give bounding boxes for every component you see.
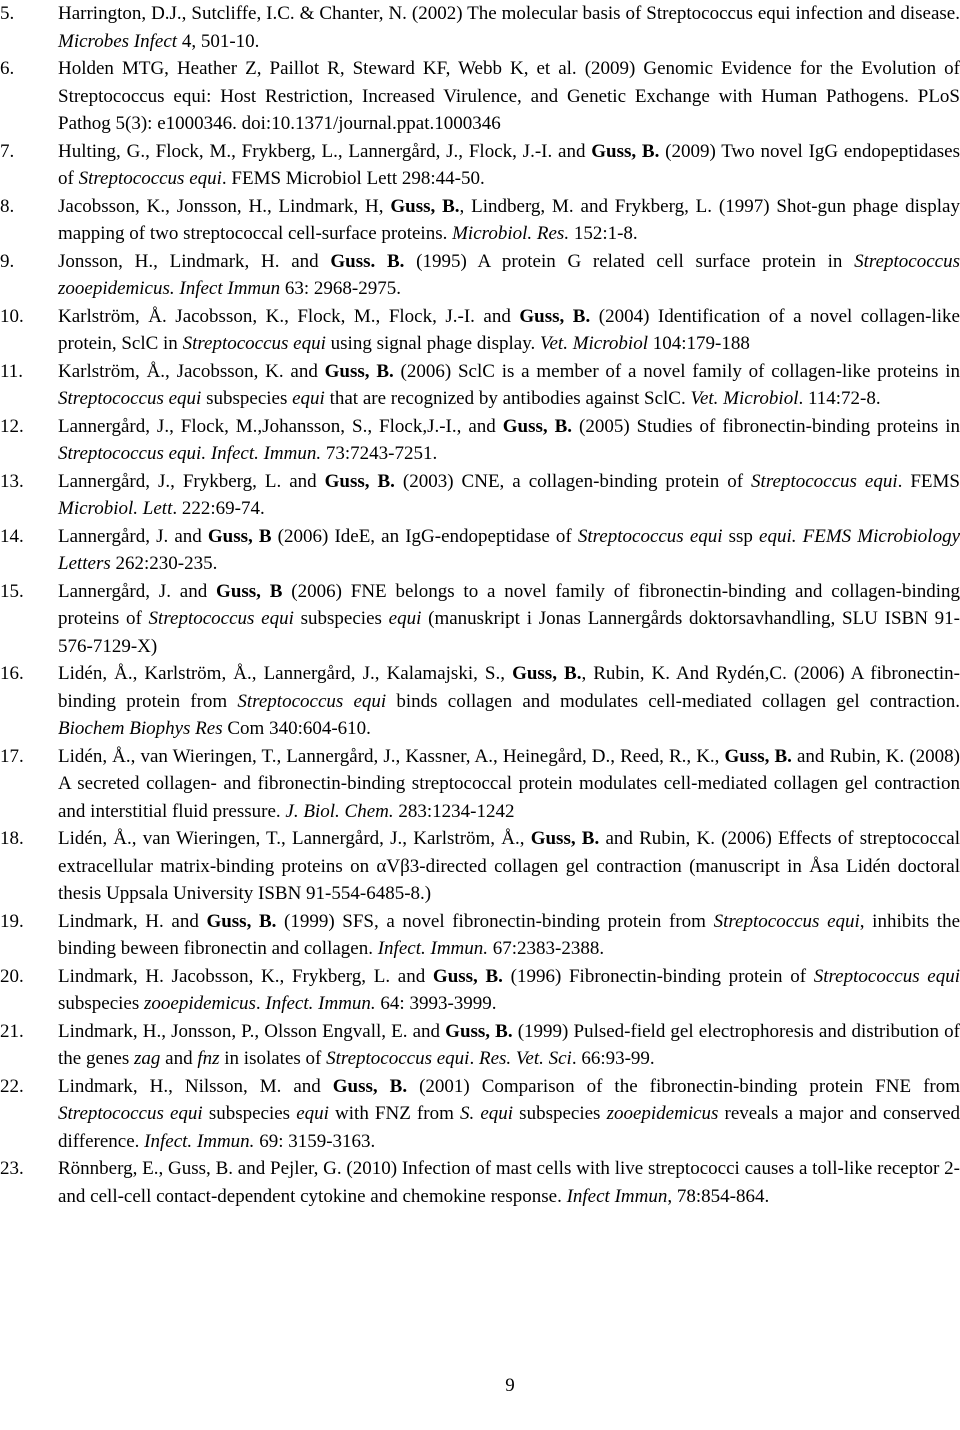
reference-number: 6.	[0, 58, 15, 79]
reference-item	[0, 963, 960, 1018]
reference-number: 17.	[0, 745, 24, 767]
reference-text-run: Jacobsson, K., Jonsson, H., Lindmark, H,	[58, 195, 391, 217]
reference-text-run: subspecies	[201, 388, 293, 409]
reference-italic-text: Streptococcus equi	[577, 525, 723, 547]
reference-number: 11.	[0, 360, 24, 382]
reference-text	[58, 963, 960, 1018]
reference-italic-text: Streptococcus equi	[326, 1048, 470, 1069]
reference-text	[58, 413, 960, 468]
reference-italic-text: FEMS Microbiology Letters	[58, 525, 960, 574]
reference-italic-text: Streptococcus equi	[713, 910, 860, 932]
reference-italic-text: Streptococcus equi	[237, 690, 387, 712]
reference-item	[0, 0, 960, 55]
reference-text-run: .	[255, 993, 266, 1014]
reference-italic-text: Streptococcus equi	[813, 965, 960, 987]
reference-number: 15.	[0, 580, 24, 602]
reference-text-run: Holden MTG, Heather Z, Paillot R, Steward KF, Webb K, et al. (2009) Genomic Evidence for the Evolution of Streptococcus equi: Host Restriction, Increased Virulence, and Genetic Exchange with Human Pathogens. PLoS Pathog 5(3): e1000346. doi:10.1371/journal.ppat.1000346	[58, 58, 960, 134]
reference-text-run: , Rubin, K. And Rydén,C. (2006) A fibronectin-binding protein from	[58, 663, 960, 712]
reference-number: 12.	[0, 415, 24, 437]
reference-text-run: , 78:854-864.	[667, 1185, 770, 1207]
reference-text-run: and	[160, 1048, 198, 1069]
reference-text-run: subspecies	[202, 1103, 297, 1124]
reference-text-run: 283:1234-1242	[393, 800, 515, 822]
reference-italic-text: Infect Immun	[179, 278, 281, 299]
reference-text	[58, 1155, 960, 1210]
reference-italic-text: Infect. Immun.	[377, 938, 489, 959]
reference-text-run: (1999) SFS, a novel fibronectin-binding protein from	[276, 910, 714, 932]
reference-number: 5.	[0, 3, 15, 24]
reference-text	[58, 743, 960, 826]
reference-text-run: Karlström, Å., Jacobsson, K. and	[58, 360, 325, 382]
reference-text-run: binds collagen and modulates cell-mediated collagen gel contraction.	[386, 690, 960, 712]
reference-text-run: Lidén, Å., van Wieringen, T., Lannergård, J., Kassner, A., Heinegård, D., Reed, R., K.,	[58, 745, 725, 767]
reference-text	[58, 1018, 960, 1073]
reference-text-run: (2004) Identification of a novel collagen-like protein, SclC in	[58, 305, 960, 354]
reference-italic-text: Streptococcus equi	[182, 333, 326, 354]
reference-author-bold: Guss, B.	[445, 1020, 513, 1042]
reference-text-run: 64: 3993-3999.	[375, 993, 497, 1014]
reference-item	[0, 825, 960, 908]
reference-italic-text: Streptococcus equi	[78, 168, 222, 189]
reference-italic-text: Infect. Immun.	[265, 993, 376, 1014]
reference-text-run: subspecies	[513, 1103, 607, 1124]
reference-text	[58, 523, 960, 578]
reference-author-bold: Guss, B.	[512, 663, 582, 684]
reference-italic-text: equi	[296, 1103, 329, 1124]
reference-italic-text: Streptococcus equi	[58, 388, 202, 409]
reference-text-run: Jonsson, H., Lindmark, H. and	[58, 250, 331, 272]
reference-italic-text: Infect. Immun.	[210, 443, 322, 464]
reference-number: 7.	[0, 140, 15, 162]
reference-italic-text: Streptococcus equi	[58, 1103, 203, 1124]
reference-author-bold: Guss. B.	[330, 250, 405, 272]
reference-text-run: Lannergård, J. and	[58, 580, 217, 602]
reference-item	[0, 468, 960, 523]
reference-text-run: Harrington, D.J., Sutcliffe, I.C. & Chanter, N. (2002) The molecular basis of Streptococcus equi infection and disease.	[58, 3, 960, 24]
reference-item	[0, 1018, 960, 1073]
reference-author-bold: Guss, B.	[724, 745, 792, 767]
reference-italic-text: Microbiol. Lett	[58, 498, 173, 519]
reference-text-run: (2006) FNE belongs to a novel family of fibronectin-binding and collagen-binding proteins of	[58, 580, 960, 629]
reference-text-run: (2006) IdeE, an IgG-endopeptidase of	[271, 525, 578, 547]
reference-number: 22.	[0, 1075, 24, 1097]
reference-text	[58, 193, 960, 248]
reference-text	[58, 0, 960, 55]
reference-italic-text: Streptococcus equi	[148, 608, 294, 629]
reference-text-run: 4, 501-10.	[177, 30, 260, 52]
reference-italic-text: Res. Vet. Sci	[478, 1048, 572, 1069]
reference-author-bold: Guss, B	[216, 580, 283, 602]
reference-text-run: Karlström, Å. Jacobsson, K., Flock, M., Flock, J.-I. and	[58, 305, 520, 327]
reference-text-run: . FEMS Microbiol Lett 298:44-50.	[221, 168, 485, 189]
reference-text-run: (1995) A protein G related cell surface protein in	[404, 250, 855, 272]
reference-text-run: (2003) CNE, a collagen-binding protein of	[394, 470, 752, 492]
reference-author-bold: Guss, B.	[324, 470, 395, 492]
reference-italic-text: fnz	[197, 1048, 220, 1069]
reference-author-bold: Guss, B.	[390, 195, 460, 217]
reference-italic-text: J. Biol. Chem.	[285, 800, 394, 822]
reference-italic-text: Infect Immun	[566, 1185, 668, 1207]
reference-text	[58, 248, 960, 303]
reference-text-run: ssp	[722, 525, 760, 547]
reference-item	[0, 1073, 960, 1156]
reference-number: 18.	[0, 828, 24, 849]
reference-text-run: Lindmark, H., Jonsson, P., Olsson Engvall, E. and	[58, 1020, 446, 1042]
reference-italic-text: equi.	[759, 525, 797, 547]
reference-author-bold: Guss, B.	[530, 828, 600, 849]
reference-text	[58, 358, 960, 413]
reference-text-run: (1996) Fibronectin-binding protein of	[502, 965, 814, 987]
reference-text	[58, 578, 960, 661]
reference-text	[58, 660, 960, 743]
reference-text	[58, 468, 960, 523]
reference-item	[0, 138, 960, 193]
reference-text-run: 262:230-235.	[110, 553, 218, 574]
reference-text-run: 67:2383-2388.	[488, 938, 605, 959]
reference-author-bold: Guss, B.	[324, 360, 394, 382]
reference-item	[0, 303, 960, 358]
reference-italic-text: Streptococcus equi.	[58, 443, 207, 464]
reference-text-run: Lidén, Å., Karlström, Å., Lannergård, J., Kalamajski, S.,	[58, 663, 513, 684]
reference-italic-text: Microbiol. Res.	[452, 223, 570, 244]
reference-italic-text: Vet. Microbiol	[690, 388, 799, 409]
reference-text-run: (2009) Two novel IgG endopeptidases of	[58, 140, 960, 189]
reference-author-bold: Guss, B	[207, 525, 272, 547]
reference-text-run: . 66:93-99.	[571, 1048, 655, 1069]
reference-text-run: using signal phage display.	[325, 333, 540, 354]
reference-italic-text: Infect. Immun.	[144, 1130, 255, 1152]
reference-text-run: 152:1-8.	[569, 223, 638, 244]
reference-italic-text: Streptococcus zooepidemicus.	[58, 250, 960, 299]
reference-text	[58, 138, 960, 193]
reference-italic-text: equi	[388, 608, 422, 629]
reference-italic-text: zag	[133, 1048, 161, 1069]
reference-text-run: Lindmark, H. and	[58, 910, 207, 932]
reference-italic-text: Microbes Infect	[58, 30, 178, 52]
reference-text-run: (2005) Studies of fibronectin-binding proteins in	[572, 415, 960, 437]
reference-text	[58, 303, 960, 358]
reference-number: 10.	[0, 305, 24, 327]
reference-text	[58, 1073, 960, 1156]
reference-italic-text: equi	[292, 388, 325, 409]
reference-number: 19.	[0, 910, 24, 932]
reference-text-run: subspecies	[293, 608, 389, 629]
reference-text-run: , inhibits the binding beween fibronectin and collagen.	[58, 910, 960, 959]
reference-italic-text: Streptococcus equi	[751, 470, 898, 492]
reference-text-run: 69: 3159-3163.	[254, 1130, 376, 1152]
reference-item	[0, 908, 960, 963]
reference-item	[0, 413, 960, 468]
reference-text-run: Lindmark, H., Nilsson, M. and	[58, 1075, 333, 1097]
reference-number: 23.	[0, 1158, 24, 1179]
reference-text	[58, 908, 960, 963]
reference-text-run: Rönnberg, E., Guss, B. and Pejler, G. (2010) Infection of mast cells with live streptococci causes a toll-like receptor 2-and cell-cell contact-dependent cytokine and chemokine response.	[58, 1158, 960, 1207]
reference-text-run: . 114:72-8.	[798, 388, 881, 409]
reference-italic-text: Biochem Biophys Res	[58, 718, 223, 739]
reference-item	[0, 55, 960, 138]
reference-text-run: .	[469, 1048, 479, 1069]
reference-number: 13.	[0, 470, 24, 492]
reference-number: 20.	[0, 965, 24, 987]
reference-text-run: reveals a major and conserved difference.	[58, 1103, 960, 1152]
reference-author-bold: Guss, B.	[332, 1075, 408, 1097]
reference-text-run: with FNZ from	[328, 1103, 460, 1124]
reference-text-run: . 222:69-74.	[172, 498, 265, 519]
reference-author-bold: Guss, B.	[519, 305, 591, 327]
reference-author-bold: Guss, B.	[591, 140, 660, 162]
reference-text-run: in isolates of	[219, 1048, 327, 1069]
reference-text-run: Lannergård, J., Frykberg, L. and	[58, 470, 325, 492]
reference-text-run: Lannergård, J. and	[58, 525, 208, 547]
reference-text-run: . FEMS	[897, 470, 960, 492]
reference-number: 9.	[0, 250, 15, 272]
reference-item	[0, 358, 960, 413]
page-number: 9	[505, 1375, 515, 1396]
reference-author-bold: Guss, B.	[206, 910, 277, 932]
reference-text-run: (2006) SclC is a member of a novel family of collagen-like proteins in	[393, 360, 960, 382]
reference-item	[0, 743, 960, 826]
reference-text-run: Lindmark, H. Jacobsson, K., Frykberg, L. and	[58, 965, 433, 987]
reference-text	[58, 55, 960, 138]
reference-text-run: 73:7243-7251.	[321, 443, 438, 464]
reference-item	[0, 1155, 960, 1210]
reference-text-run: 63: 2968-2975.	[280, 278, 402, 299]
reference-italic-text: Vet. Microbiol	[539, 333, 648, 354]
reference-number: 8.	[0, 195, 15, 217]
reference-text-run: Com 340:604-610.	[222, 718, 371, 739]
reference-item	[0, 523, 960, 578]
reference-text-run: and Rubin, K. (2008) A secreted collagen- and fibronectin-binding streptococcal protein modulates cell-mediated collagen gel contraction and interstitial fluid pressure.	[58, 745, 960, 822]
reference-number: 14.	[0, 525, 24, 547]
reference-item	[0, 578, 960, 661]
reference-number: 16.	[0, 663, 24, 684]
reference-text-run: that are recognized by antibodies against SclC.	[324, 388, 691, 409]
reference-text-run: Lidén, Å., van Wieringen, T., Lannergård, J., Karlström, Å.,	[58, 828, 531, 849]
reference-author-bold: Guss, B.	[502, 415, 573, 437]
reference-item	[0, 193, 960, 248]
reference-text	[58, 825, 960, 908]
reference-italic-text: zooepidemicus	[144, 993, 256, 1014]
reference-item	[0, 660, 960, 743]
reference-text-run: , Lindberg, M. and Frykberg, L. (1997) Shot-gun phage display mapping of two streptococcal cell-surface proteins.	[58, 195, 960, 244]
reference-text-run: (2001) Comparison of the fibronectin-binding protein FNE from	[407, 1075, 960, 1097]
reference-item	[0, 248, 960, 303]
reference-text-run: Hulting, G., Flock, M., Frykberg, L., Lannergård, J., Flock, J.-I. and	[58, 140, 592, 162]
reference-italic-text: S. equi	[459, 1103, 514, 1124]
reference-text-run: 104:179-188	[647, 333, 750, 354]
reference-text-run: (manuskript i Jonas Lannergårds doktorsavhandling, SLU ISBN 91-576-7129-X)	[58, 608, 960, 657]
reference-text-run: (1999) Pulsed-field gel electrophoresis and distribution of the genes	[58, 1020, 960, 1069]
reference-text-run: subspecies	[58, 993, 145, 1014]
reference-italic-text: zooepidemicus	[606, 1103, 719, 1124]
reference-text-run: Lannergård, J., Flock, M.,Johansson, S., Flock,J.-I., and	[58, 415, 503, 437]
reference-author-bold: Guss, B.	[432, 965, 503, 987]
reference-number: 21.	[0, 1020, 24, 1042]
reference-text-run: and Rubin, K. (2006) Effects of streptococcal extracellular matrix-binding proteins on αVβ3-directed collagen gel contraction (manuscript in Åsa Lidén doctoral thesis Uppsala University ISBN 91-554-6485-8.)	[58, 828, 960, 904]
